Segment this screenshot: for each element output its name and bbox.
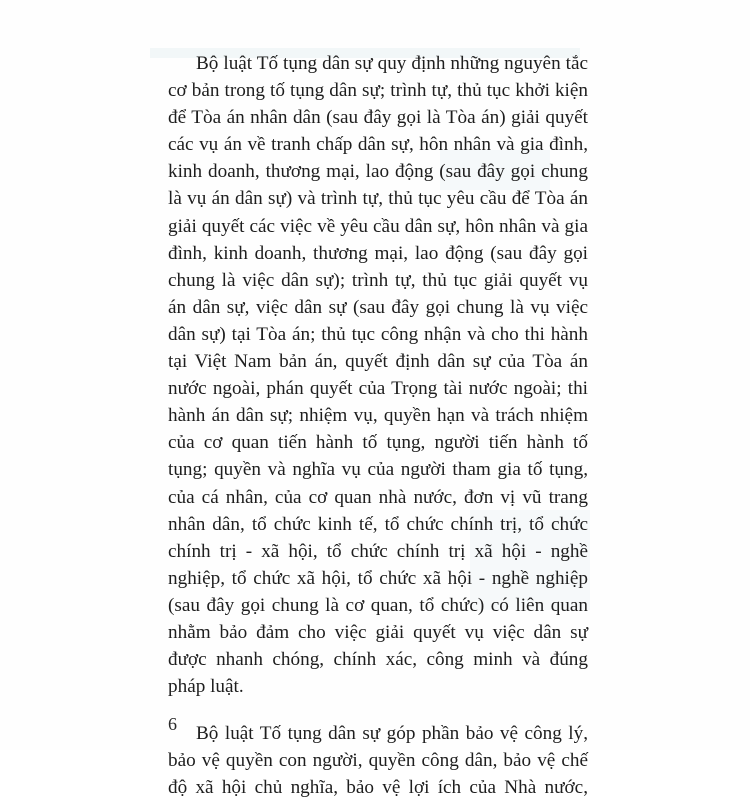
text-line: giải quyết các việc về yêu cầu dân sự, hôn nhân và gia: [168, 215, 588, 237]
text-line: là vụ án dân sự) và trình tự, thủ tục yêu cầu để Tòa án: [168, 188, 588, 210]
text-line: hành án dân sự; nhiệm vụ, quyền hạn và trách nhiệm: [168, 405, 588, 427]
text-line: nhằm bảo đảm cho việc giải quyết vụ việc dân sự: [168, 621, 588, 643]
paragraph: [168, 50, 588, 700]
text-line: bảo vệ quyền con người, quyền công dân, bảo vệ chế: [168, 750, 588, 772]
text-line: Bộ luật Tố tụng dân sự góp phần bảo vệ công lý,: [196, 723, 588, 745]
text-line: pháp luật.: [168, 676, 244, 698]
text-line: cơ bản trong tố tụng dân sự; trình tự, thủ tục khởi kiện: [168, 80, 588, 102]
text-line: đình, kinh doanh, thương mại, lao động (sau đây gọi: [168, 242, 588, 264]
text-line: nhân dân, tổ chức kinh tế, tổ chức chính trị, tổ chức: [168, 513, 588, 535]
text-line: của cá nhân, của cơ quan nhà nước, đơn vị vũ trang: [168, 486, 588, 508]
text-line: được nhanh chóng, chính xác, công minh và đúng: [168, 649, 588, 671]
text-line: nước ngoài, phán quyết của Trọng tài nước ngoài; thi: [168, 378, 588, 400]
text-line: kinh doanh, thương mại, lao động (sau đây gọi chung: [168, 161, 588, 183]
text-line: chung là việc dân sự); trình tự, thủ tục giải quyết vụ: [168, 269, 588, 291]
text-line: án dân sự, việc dân sự (sau đây gọi chung là vụ việc: [168, 296, 588, 318]
text-line: (sau đây gọi chung là cơ quan, tổ chức) có liên quan: [168, 594, 588, 616]
text-line: tại Việt Nam bản án, quyết định dân sự của Tòa án: [168, 351, 588, 373]
text-line: tụng; quyền và nghĩa vụ của người tham gia tố tụng,: [168, 459, 588, 481]
text-line: dân sự) tại Tòa án; thủ tục công nhận và cho thi hành: [168, 323, 588, 345]
text-line: của cơ quan tiến hành tố tụng, người tiến hành tố: [168, 432, 588, 454]
paragraph-gap: [168, 700, 588, 720]
text-line: chính trị - xã hội, tổ chức chính trị xã hội - nghề: [168, 540, 588, 562]
text-line: các vụ án về tranh chấp dân sự, hôn nhân và gia đình,: [168, 134, 588, 156]
text-line: nghiệp, tổ chức xã hội, tổ chức xã hội - nghề nghiệp: [168, 567, 588, 589]
body-text: [168, 50, 588, 802]
text-line: để Tòa án nhân dân (sau đây gọi là Tòa án) giải quyết: [168, 107, 588, 129]
paragraph: [168, 720, 588, 801]
page-number: 6: [168, 714, 177, 734]
text-line: độ xã hội chủ nghĩa, bảo vệ lợi ích của Nhà nước,: [168, 777, 588, 799]
text-line: Bộ luật Tố tụng dân sự quy định những nguyên tắc: [196, 53, 588, 74]
